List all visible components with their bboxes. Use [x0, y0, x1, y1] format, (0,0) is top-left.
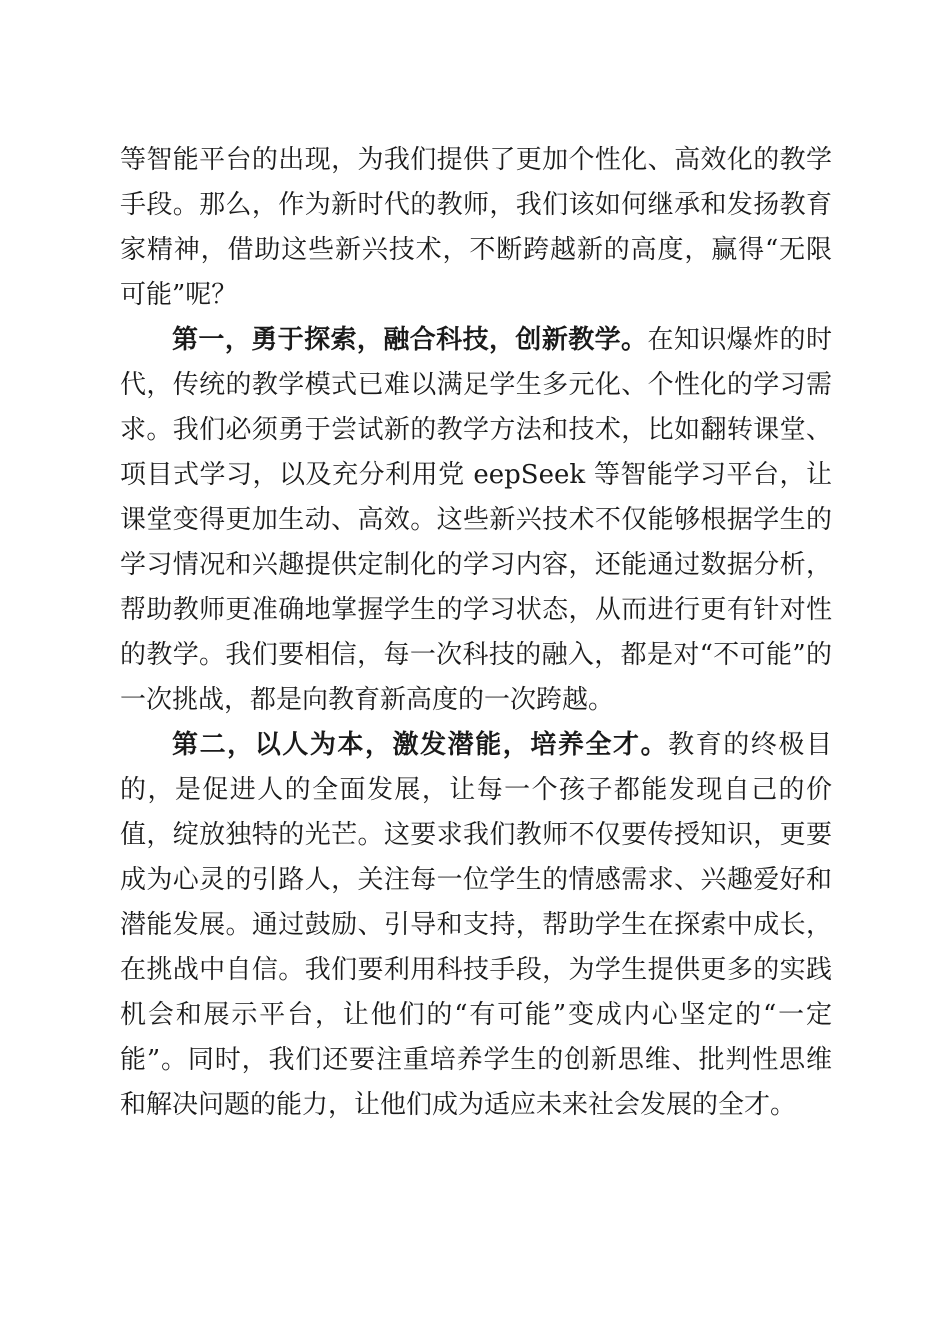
paragraph-second-point-body: 教育的终极目的，是促进人的全面发展，让每一个孩子都能发现自己的价值，绽放独特的光芒。这要求我们教师不仅要传授知识，更要成为心灵的引路人，关注每一位学生的情感需求、兴趣爱好和潜能发展。通过鼓励、引导和支持，帮助学生在探索中成长，在挑战中自信。我们要利用科技手段，为学生提供更多的实践机会和展示平台，让他们的“有可能”变成内心坚定的“一定能”。同时，我们还要注重培养学生的创新思维、批判性思维和解决问题的能力，让他们成为适应未来社会发展的全才。: [120, 730, 832, 1120]
paragraph-second-point-heading: 第二，以人为本，激发潜能，培养全才。: [172, 730, 669, 760]
paragraph-first-point-heading: 第一，勇于探索，融合科技，创新教学。: [172, 325, 648, 355]
paragraph-intro: [120, 138, 832, 318]
paragraph-second-point: [120, 723, 832, 1128]
paragraph-first-point-body: 在知识爆炸的时代，传统的教学模式已难以满足学生多元化、个性化的学习需求。我们必须勇于尝试新的教学方法和技术，比如翻转课堂、项目式学习，以及充分利用党 eepSeek 等智能学习平台，让课堂变得更加生动、高效。这些新兴技术不仅能够根据学生的学习情况和兴趣提供定制化的学习内容，还能通过数据分析，帮助教师更准确地掌握学生的学习状态，从而进行更有针对性的教学。我们要相信，每一次科技的融入，都是对“不可能”的一次挑战，都是向教育新高度的一次跨越。: [120, 325, 832, 715]
document-body: [120, 138, 832, 1128]
paragraph-first-point: [120, 318, 832, 723]
paragraph-intro-body: 等智能平台的出现，为我们提供了更加个性化、高效化的教学手段。那么，作为新时代的教师，我们该如何继承和发扬教育家精神，借助这些新兴技术，不断跨越新的高度，赢得“无限可能”呢？: [120, 145, 832, 310]
